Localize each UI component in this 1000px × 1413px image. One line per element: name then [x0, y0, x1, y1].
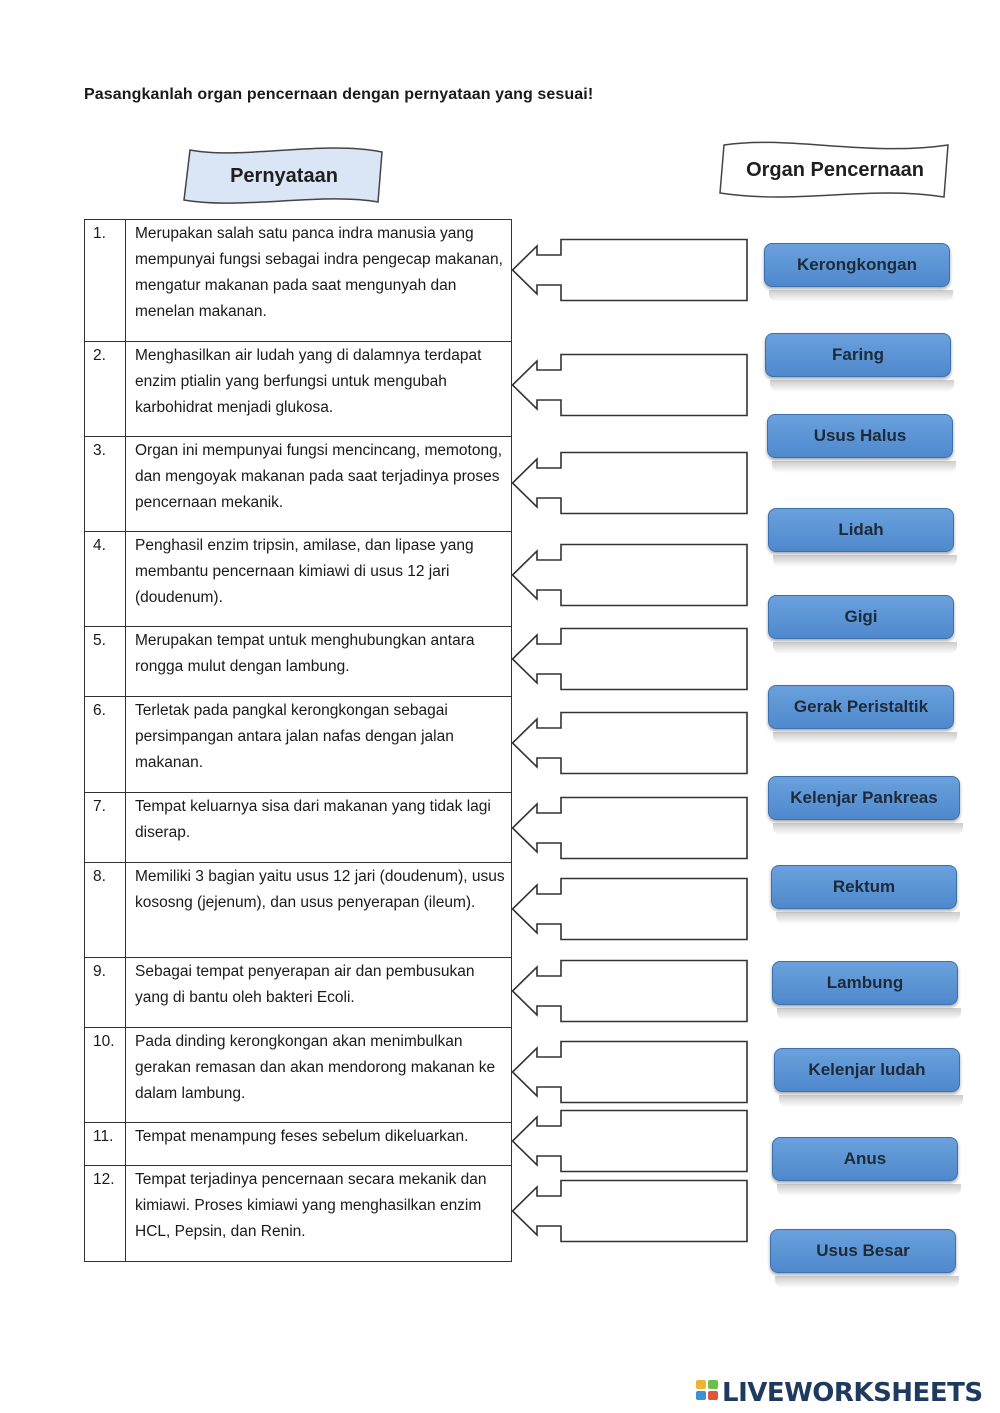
answer-box-9[interactable]: [511, 959, 749, 1023]
table-row: [85, 627, 512, 697]
organ-option-faring[interactable]: Faring: [765, 333, 951, 377]
arrow-box-shape: [511, 353, 749, 417]
answer-box-4[interactable]: [511, 543, 749, 607]
table-row: [85, 1028, 512, 1123]
table-row: [85, 1166, 512, 1262]
table-row: [85, 437, 512, 532]
table-row: [85, 958, 512, 1028]
organ-option-kelenjar-pankreas[interactable]: Kelenjar Pankreas: [768, 776, 960, 820]
statement-number: 10.: [85, 1028, 126, 1123]
statement-number: 12.: [85, 1166, 126, 1262]
statement-text: Organ ini mempunyai fungsi mencincang, memotong, dan mengoyak makanan pada saat terjadinya proses pencernaan mekanik.: [126, 437, 512, 532]
statement-number: 7.: [85, 793, 126, 863]
answer-box-8[interactable]: [511, 877, 749, 941]
answer-box-3[interactable]: [511, 451, 749, 515]
statement-text: Tempat keluarnya sisa dari makanan yang tidak lagi diserap.: [126, 793, 512, 863]
arrow-box-shape: [511, 543, 749, 607]
statement-text: Memiliki 3 bagian yaitu usus 12 jari (doudenum), usus kososng (jejenum), dan usus penyerapan (ileum).: [126, 863, 512, 958]
liveworksheets-brand: [696, 1376, 983, 1410]
arrow-box-shape: [511, 877, 749, 941]
organ-option-kelenjar-ludah[interactable]: Kelenjar ludah: [774, 1048, 960, 1092]
table-row: [85, 697, 512, 793]
statement-text: Terletak pada pangkal kerongkongan sebagai persimpangan antara jalan nafas dengan jalan makanan.: [126, 697, 512, 793]
arrow-box-shape: [511, 711, 749, 775]
statement-text: Pada dinding kerongkongan akan menimbulkan gerakan remasan dan akan mendorong makanan ke dalam lambung.: [126, 1028, 512, 1123]
statements-table: [84, 219, 512, 1262]
statement-text: Merupakan tempat untuk menghubungkan antara rongga mulut dengan lambung.: [126, 627, 512, 697]
liveworksheets-logo-icon: [696, 1378, 720, 1408]
statement-number: 11.: [85, 1123, 126, 1166]
arrow-box-shape: [511, 451, 749, 515]
statement-number: 3.: [85, 437, 126, 532]
answer-box-10[interactable]: [511, 1040, 749, 1104]
table-row: [85, 532, 512, 627]
organ-option-usus-halus[interactable]: Usus Halus: [767, 414, 953, 458]
statement-number: 5.: [85, 627, 126, 697]
table-row: [85, 1123, 512, 1166]
organs-header: Organ Pencernaan: [746, 158, 924, 181]
answer-box-1[interactable]: [511, 238, 749, 302]
brand-name: LIVEWORKSHEETS: [722, 1378, 983, 1408]
arrow-box-shape: [511, 1109, 749, 1173]
answer-box-5[interactable]: [511, 627, 749, 691]
statement-text: Tempat terjadinya pencernaan secara mekanik dan kimiawi. Proses kimiawi yang menghasilkan enzim HCL, Pepsin, dan Renin.: [126, 1166, 512, 1262]
arrow-box-shape: [511, 959, 749, 1023]
statements-header-banner: [182, 146, 386, 206]
organ-option-usus-besar[interactable]: Usus Besar: [770, 1229, 956, 1273]
organ-option-gerak-peristaltik[interactable]: Gerak Peristaltik: [768, 685, 954, 729]
arrow-box-shape: [511, 796, 749, 860]
statement-number: 9.: [85, 958, 126, 1028]
statement-number: 8.: [85, 863, 126, 958]
table-row: [85, 793, 512, 863]
arrow-box-shape: [511, 627, 749, 691]
statement-text: Tempat menampung feses sebelum dikeluarkan.: [126, 1123, 512, 1166]
statement-text: Menghasilkan air ludah yang di dalamnya terdapat enzim ptialin yang berfungsi untuk mengubah karbohidrat menjadi glukosa.: [126, 342, 512, 437]
table-row: [85, 863, 512, 958]
statement-number: 1.: [85, 220, 126, 342]
arrow-box-shape: [511, 1179, 749, 1243]
answer-box-12[interactable]: [511, 1179, 749, 1243]
arrow-box-shape: [511, 238, 749, 302]
answer-box-2[interactable]: [511, 353, 749, 417]
answer-box-7[interactable]: [511, 796, 749, 860]
statement-number: 6.: [85, 697, 126, 793]
statements-header: Pernyataan: [230, 164, 338, 187]
organ-option-kerongkongan[interactable]: Kerongkongan: [764, 243, 950, 287]
organ-option-gigi[interactable]: Gigi: [768, 595, 954, 639]
answer-box-11[interactable]: [511, 1109, 749, 1173]
table-row: [85, 342, 512, 437]
statement-text: Sebagai tempat penyerapan air dan pembusukan yang di bantu oleh bakteri Ecoli.: [126, 958, 512, 1028]
organ-option-anus[interactable]: Anus: [772, 1137, 958, 1181]
organ-option-lidah[interactable]: Lidah: [768, 508, 954, 552]
arrow-box-shape: [511, 1040, 749, 1104]
organ-option-rektum[interactable]: Rektum: [771, 865, 957, 909]
instruction-text: Pasangkanlah organ pencernaan dengan pernyataan yang sesuai!: [84, 86, 594, 103]
organs-header-banner: [718, 139, 952, 201]
statement-number: 2.: [85, 342, 126, 437]
statement-text: Merupakan salah satu panca indra manusia yang mempunyai fungsi sebagai indra pengecap makanan, mengatur makanan pada saat mengunyah dan menelan makanan.: [126, 220, 512, 342]
organ-option-lambung[interactable]: Lambung: [772, 961, 958, 1005]
answer-box-6[interactable]: [511, 711, 749, 775]
table-row: [85, 220, 512, 342]
statement-number: 4.: [85, 532, 126, 627]
statement-text: Penghasil enzim tripsin, amilase, dan lipase yang membantu pencernaan kimiawi di usus 12 jari (doudenum).: [126, 532, 512, 627]
